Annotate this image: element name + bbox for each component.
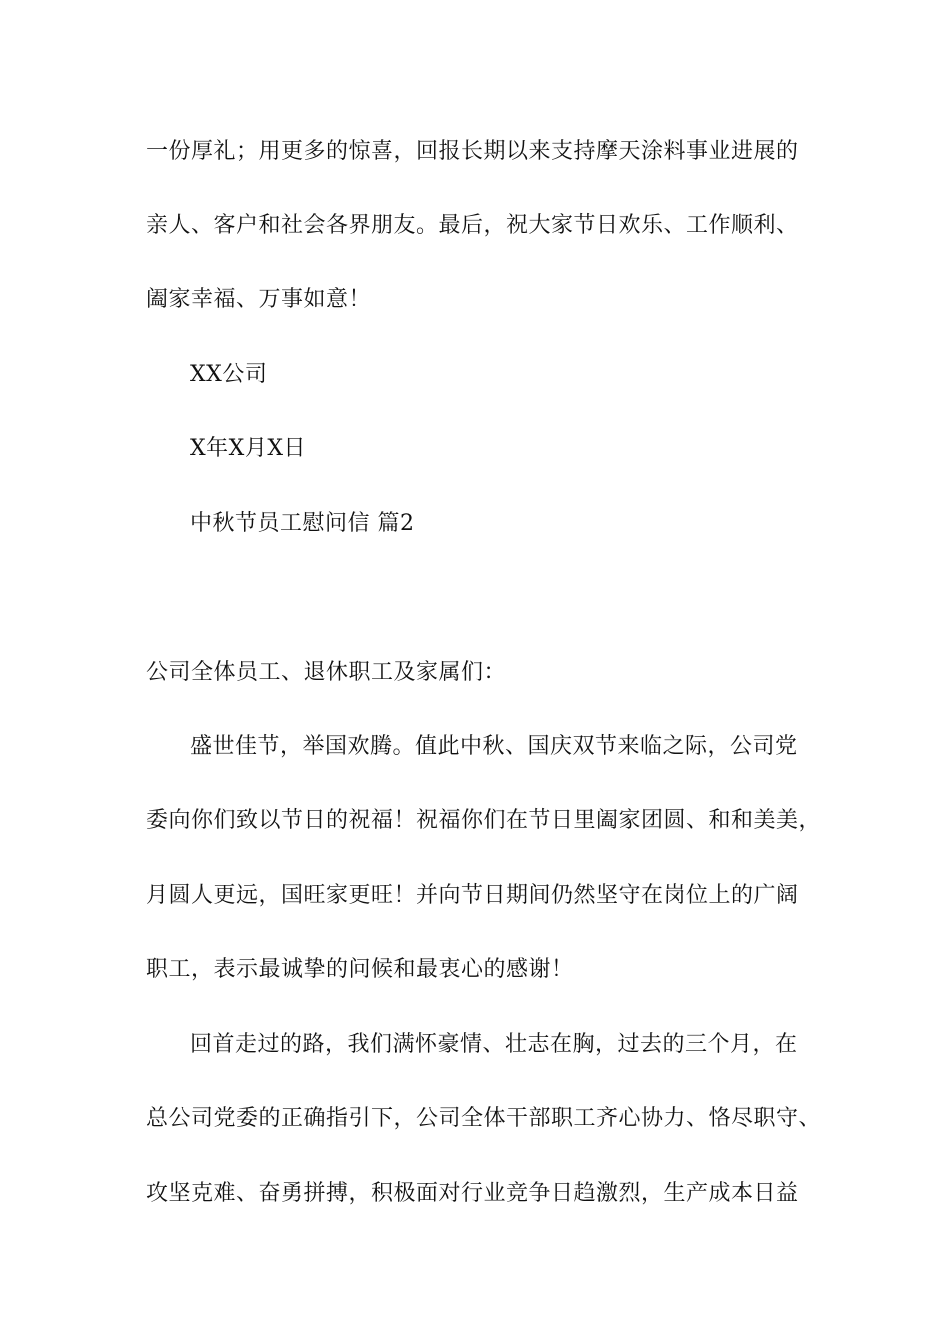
salutation: 公司全体员工、退休职工及家属们： — [146, 660, 507, 685]
signature-date: X年X月X日 — [190, 436, 306, 461]
section-heading: 中秋节员工慰问信 篇2 — [190, 511, 415, 536]
paragraph-line: 委向你们致以节日的祝福！祝福你们在节日里阖家团圆、和和美美， — [146, 808, 822, 833]
paragraph-line: 总公司党委的正确指引下，公司全体干部职工齐心协力、恪尽职守、 — [146, 1106, 822, 1131]
paragraph-line: 攻坚克难、奋勇拼搏，积极面对行业竞争日趋激烈，生产成本日益 — [146, 1181, 799, 1206]
company-signature: XX公司 — [190, 362, 268, 387]
paragraph-line: 亲人、客户和社会各界朋友。最后，祝大家节日欢乐、工作顺利、 — [146, 213, 799, 238]
paragraph-line: 一份厚礼；用更多的惊喜，回报长期以来支持摩天涂料事业进展的 — [146, 139, 799, 164]
paragraph-line: 阖家幸福、万事如意！ — [146, 287, 372, 312]
paragraph-line: 职工，表示最诚挚的问候和最衷心的感谢！ — [146, 957, 574, 982]
paragraph-line: 月圆人更远，国旺家更旺！并向节日期间仍然坚守在岗位上的广阔 — [146, 883, 799, 908]
paragraph-line: 盛世佳节，举国欢腾。值此中秋、国庆双节来临之际，公司党 — [190, 734, 798, 759]
paragraph-line: 回首走过的路，我们满怀豪情、壮志在胸，过去的三个月，在 — [190, 1032, 798, 1057]
